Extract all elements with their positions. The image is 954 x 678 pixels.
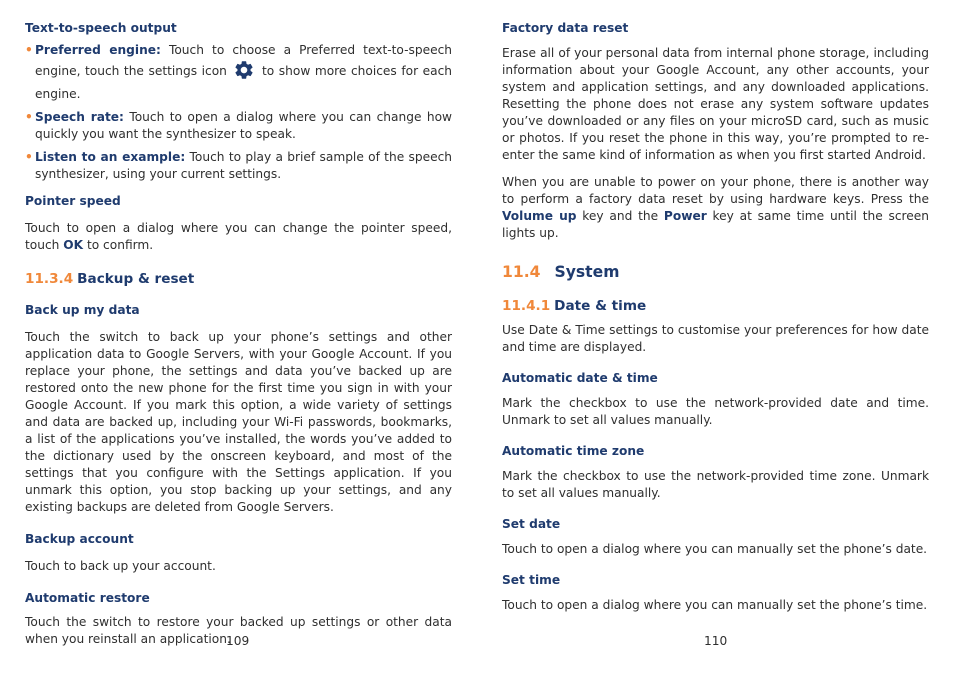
bullet-listen-example (25, 149, 452, 183)
power-text-b: key and the (582, 209, 659, 223)
section-title: Backup & reset (77, 271, 195, 287)
ps-text-b: to confirm. (86, 238, 154, 252)
le-label: Listen to an example: (35, 150, 186, 164)
set-time-heading: Set time (502, 573, 561, 587)
factory-reset-heading: Factory data reset (502, 21, 629, 35)
section-number: 11.3.4 (25, 271, 74, 287)
section-title: System (554, 263, 620, 281)
page-number-left: 109 (226, 634, 250, 648)
right-page (502, 20, 929, 614)
pe-text-b: to show more choices for each engine. (35, 64, 453, 101)
bullet-dot: • (25, 150, 33, 164)
auto-date-time-heading: Automatic date & time (502, 371, 658, 385)
sr-label: Speech rate: (35, 110, 124, 124)
automatic-restore-heading: Automatic restore (25, 591, 150, 605)
section-title: Date & time (554, 298, 647, 314)
sr-text: Touch to open a dialog where you can change how quickly you want the synthesizer to speak. (35, 110, 453, 141)
set-time-text: Touch to open a dialog where you can manually set the phone’s time. (502, 598, 928, 612)
gear-icon (233, 59, 255, 86)
bullet-dot: • (25, 43, 33, 57)
pe-label: Preferred engine: (35, 43, 161, 57)
factory-reset-text: Erase all of your personal data from internal phone storage, including information about your Google Account, any other accounts, your system and application settings, and any downloaded applications. Resetting the phone does not erase any system software updates you’ve downloaded or any files on your microSD card, such as music or photos. If you reset the phone in this way, you’re prompted to re-enter the same kind of information as when you first started Android. (502, 46, 929, 162)
section-number: 11.4 (502, 263, 541, 281)
pointer-speed-heading: Pointer speed (25, 194, 121, 208)
tts-heading: Text-to-speech output (25, 21, 177, 35)
system-heading (502, 262, 929, 283)
pointer-speed-text (25, 220, 452, 254)
le-text: Touch to play a brief sample of the speech synthesizer, using your current settings. (35, 150, 453, 181)
back-up-data-text: Touch the switch to back up your phone’s settings and other application data to Google Servers, with your Google Account. If you replace your phone, the settings and data you’ve backed up are restored onto the new phone for the first time you sign in with your Google Account. If you mark this option, a wide variety of settings and data are backed up, including your Wi-Fi passwords, bookmarks, a list of the applications you’ve installed, the words you’ve added to the dictionary used by the onscreen keyboard, and most of the settings that you configure with the Settings application. If you unmark this option, you stop backing up your settings, and any existing backups are deleted from Google Servers. (25, 330, 452, 514)
backup-account-text: Touch to back up your account. (25, 559, 216, 573)
back-up-data-heading: Back up my data (25, 303, 140, 317)
power-text-c: key at same time until the screen lights up. (502, 209, 930, 240)
volume-up-key: Volume up (502, 209, 577, 223)
bullet-preferred-engine (25, 42, 452, 103)
automatic-restore-text: Touch the switch to restore your backed up settings or other data when you reinstall an application. (25, 615, 452, 646)
bullet-dot: • (25, 110, 33, 124)
power-text-a: When you are unable to power on your phone, there is another way to perform a factory data reset by using hardware keys. Press the (502, 175, 929, 206)
section-number: 11.4.1 (502, 298, 551, 314)
pe-text-a: Touch to choose a Preferred text-to-speech engine, touch the settings icon (35, 43, 452, 78)
auto-time-zone-text: Mark the checkbox to use the network-provided time zone. Unmark to set all values manually. (502, 469, 929, 500)
auto-date-time-text: Mark the checkbox to use the network-provided date and time. Unmark to set all values manually. (502, 396, 929, 427)
auto-time-zone-heading: Automatic time zone (502, 444, 645, 458)
ps-ok: OK (63, 238, 84, 252)
backup-account-heading: Backup account (25, 532, 134, 546)
backup-reset-heading (25, 270, 452, 289)
set-date-heading: Set date (502, 517, 561, 531)
date-time-heading (502, 297, 929, 316)
ps-text-a: Touch to open a dialog where you can change the pointer speed, touch (25, 221, 452, 252)
left-page (25, 20, 452, 648)
bullet-speech-rate (25, 109, 452, 143)
set-date-text: Touch to open a dialog where you can manually set the phone’s date. (502, 542, 928, 556)
date-time-text: Use Date & Time settings to customise your preferences for how date and time are displayed. (502, 323, 929, 354)
power-key: Power (663, 209, 707, 223)
hardware-reset-text (502, 174, 929, 242)
page-number-right: 110 (704, 634, 728, 648)
